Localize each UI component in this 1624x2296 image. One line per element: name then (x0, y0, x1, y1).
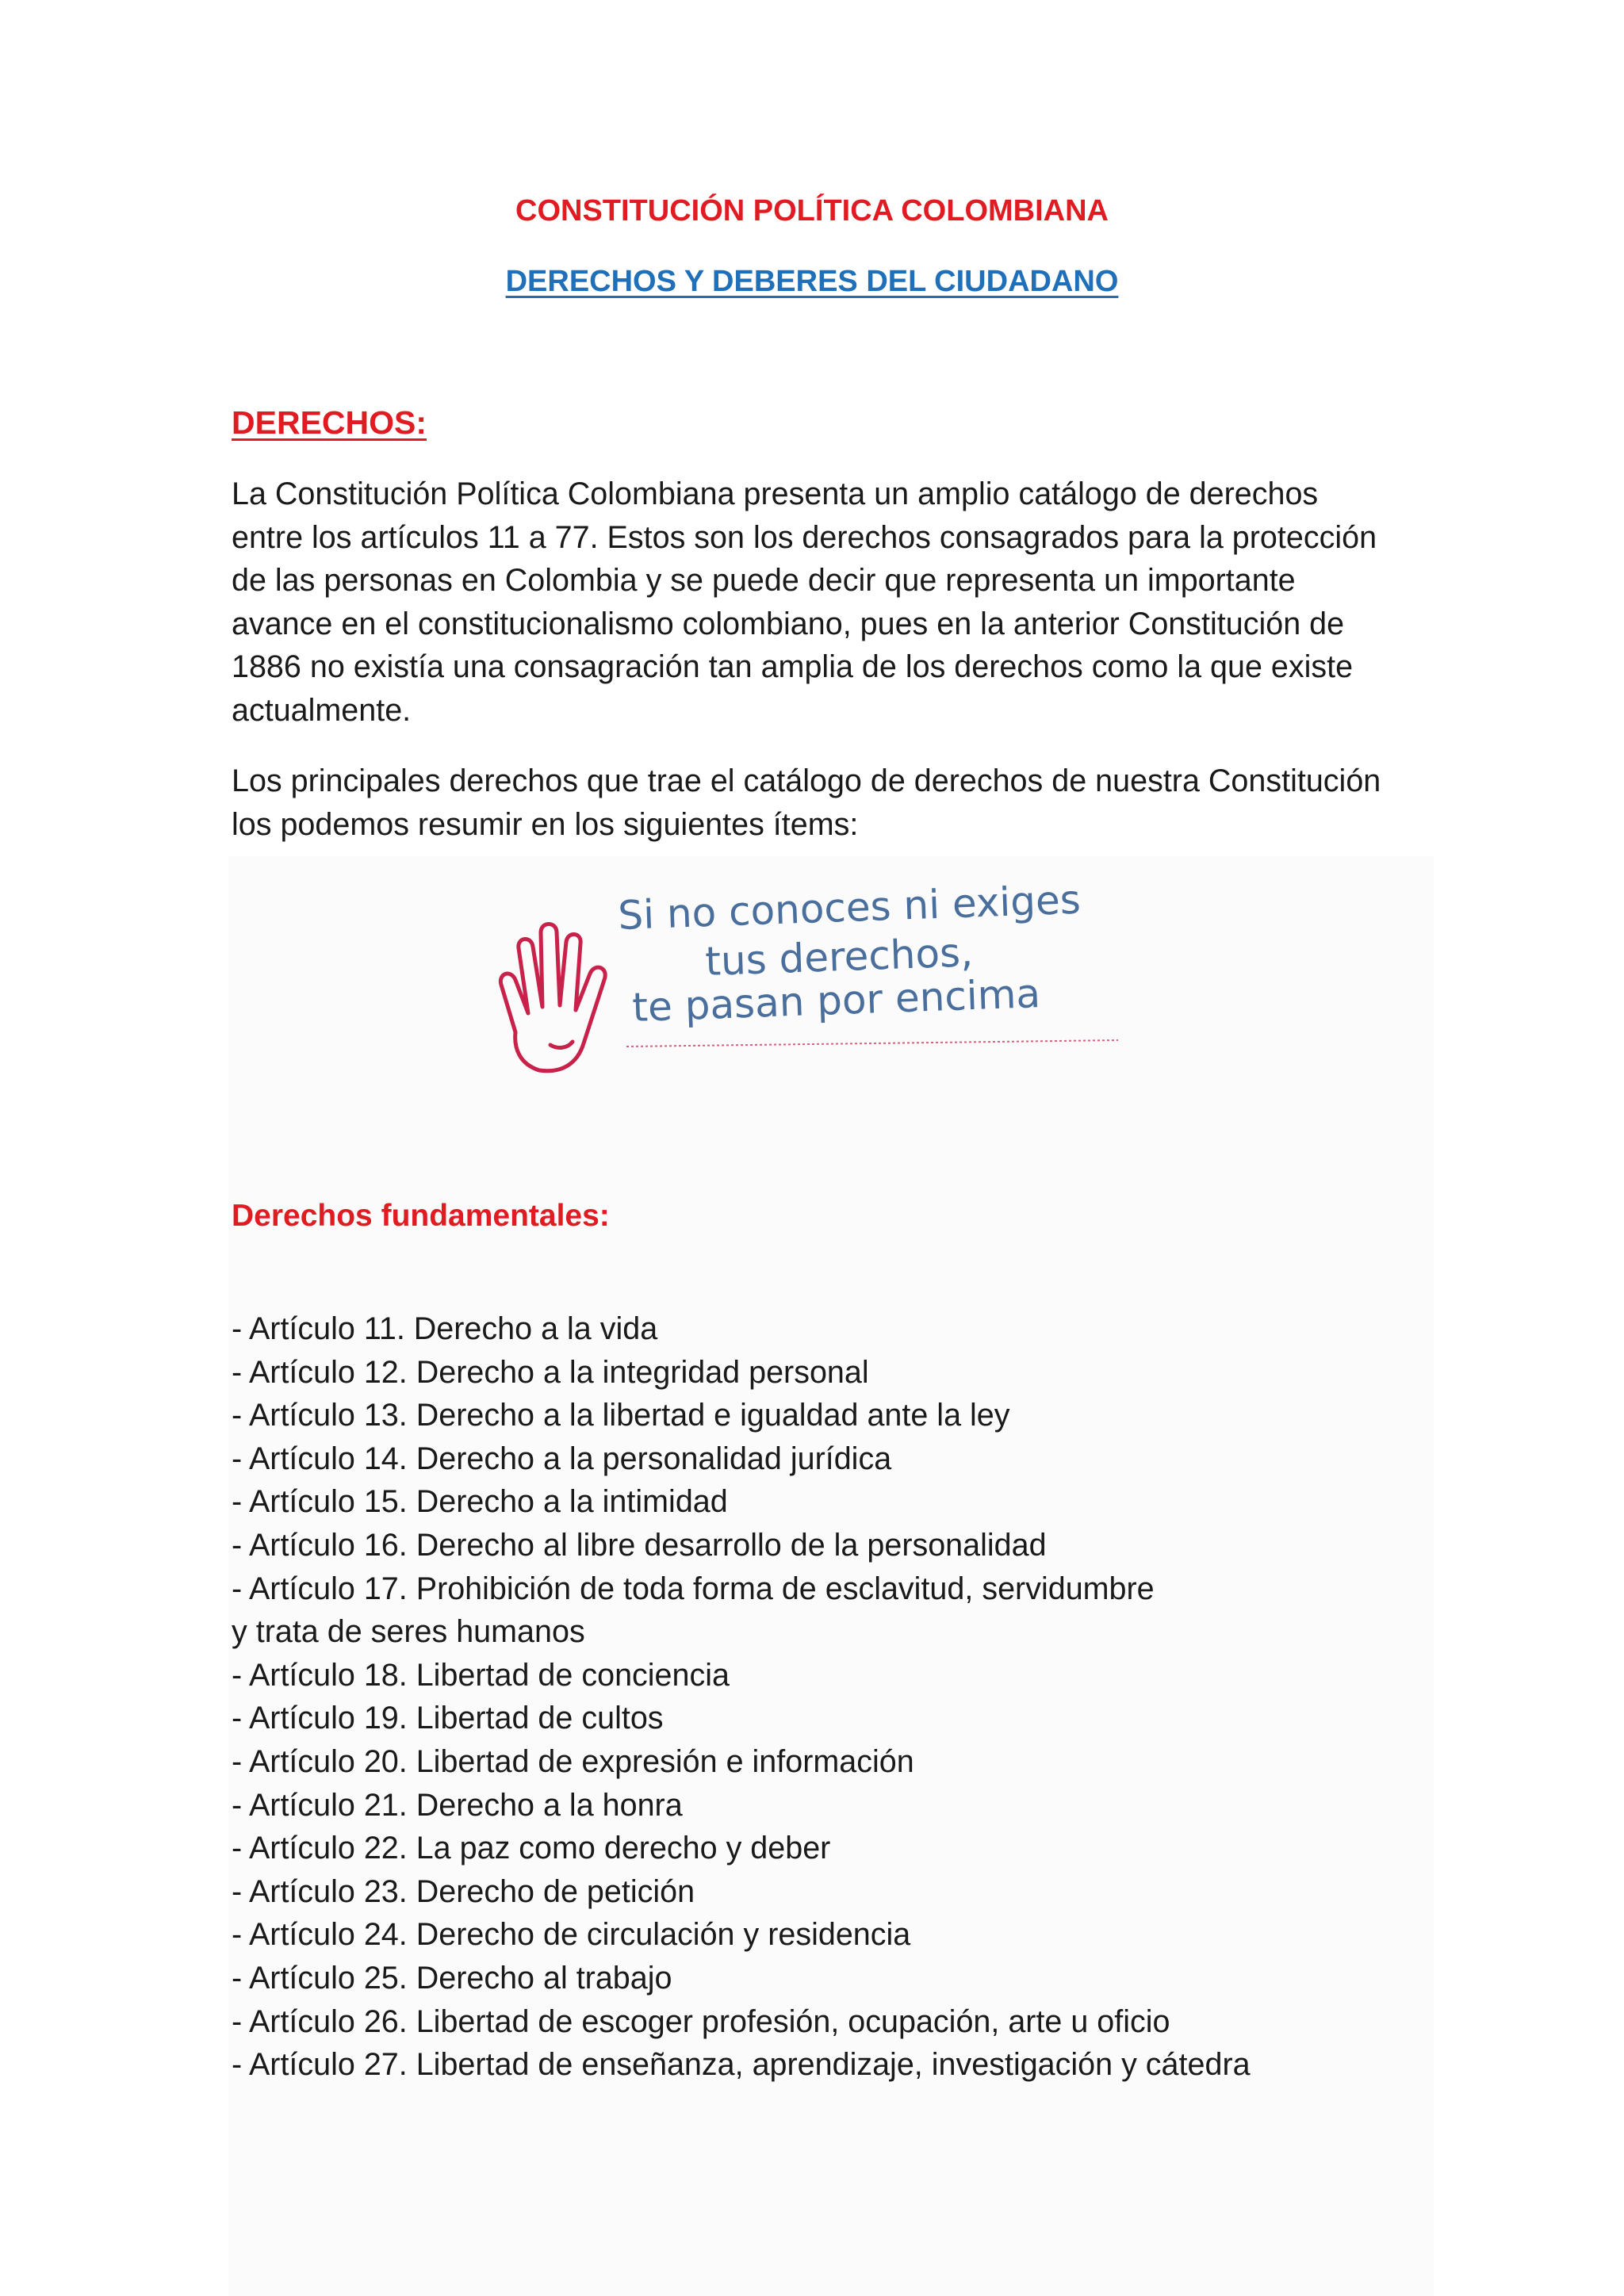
document-title: CONSTITUCIÓN POLÍTICA COLOMBIANA (515, 194, 1109, 228)
list-item: - Artículo 21. Derecho a la honra (232, 1787, 683, 1823)
list-item: - Artículo 15. Derecho a la intimidad (232, 1484, 728, 1520)
illustration-underline (626, 1040, 1118, 1047)
list-item: - Artículo 27. Libertad de enseñanza, aprendizaje, investigación y cátedra (232, 2047, 1251, 2083)
list-item: - Artículo 11. Derecho a la vida (232, 1311, 658, 1346)
list-item: - Artículo 12. Derecho a la integridad personal (232, 1354, 869, 1390)
list-item: - Artículo 26. Libertad de escoger profesión, ocupación, arte u oficio (232, 2003, 1170, 2039)
illustration-line-2: tus derechos, (704, 929, 974, 985)
fundamentales-heading: Derechos fundamentales: (232, 1199, 610, 1233)
illustration-line-3: te pasan por encima (631, 970, 1041, 1031)
list-item: - Artículo 18. Libertad de conciencia (232, 1657, 730, 1693)
list-item: - Artículo 13. Derecho a la libertad e igualdad ante la ley (232, 1398, 1010, 1433)
summary-paragraph: Los principales derechos que trae el catálogo de derechos de nuestra Constitución los podemos resumir en los siguientes ítems: (232, 763, 1381, 842)
hand-icon (500, 924, 605, 1071)
rights-illustration (484, 880, 1134, 1078)
list-item: y trata de seres humanos (232, 1614, 585, 1650)
list-item: - Artículo 14. Derecho a la personalidad jurídica (232, 1441, 892, 1476)
list-item: - Artículo 22. La paz como derecho y deber (232, 1831, 831, 1866)
list-item: - Artículo 16. Derecho al libre desarrollo de la personalidad (232, 1527, 1047, 1563)
list-item: - Artículo 20. Libertad de expresión e información (232, 1743, 914, 1779)
list-item: - Artículo 24. Derecho de circulación y residencia (232, 1917, 911, 1953)
derechos-heading: DERECHOS: (232, 404, 427, 441)
intro-paragraph: La Constitución Política Colombiana presenta un amplio catálogo de derechos entre los artículos 11 a 77. Estos son los derechos consagrados para la protección de las personas en Colombia y se puede decir que representa un importante avance en el constitucionalismo colombiano, pues en la anterior Constitución de 1886 no existía una consagración tan amplia de los derechos como la que existe actualmente. (232, 476, 1377, 728)
list-item: - Artículo 25. Derecho al trabajo (232, 1960, 672, 1996)
articles-list (232, 1307, 1421, 2087)
illustration-line-1: Si no conoces ni exiges (617, 880, 1082, 939)
document-subtitle: DERECHOS Y DEBERES DEL CIUDADANO (505, 265, 1119, 298)
list-item: - Artículo 17. Prohibición de toda forma de esclavitud, servidumbre (232, 1571, 1155, 1606)
list-item: - Artículo 23. Derecho de petición (232, 1873, 695, 1909)
list-item: - Artículo 19. Libertad de cultos (232, 1701, 664, 1736)
